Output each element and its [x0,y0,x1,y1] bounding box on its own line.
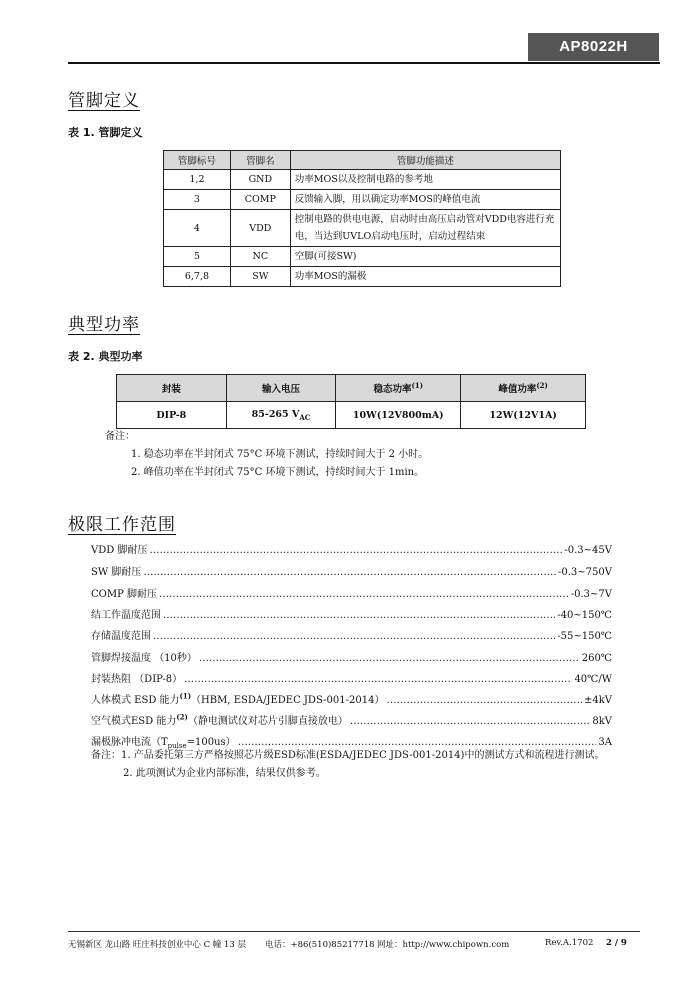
col-header-pin-name: 管脚名 [230,151,290,170]
table-row [164,190,561,210]
limit-item-junction-temp: 结工作温度范围 …………………………………………………………………………………………………………………………………………………………………………………………… -40~150℃ [91,606,612,622]
footer-page-number: 2 / 9 [606,938,627,948]
power-notes [105,428,428,482]
pin-name: VDD [230,210,290,247]
table-row [117,402,586,429]
section-title-pin-def: 管脚定义 [68,91,140,111]
pin-desc: 反馈输入脚，用以确定功率MOS的峰值电流 [290,190,560,210]
power-note-2: 2. 峰值功率在半封闭式 75°C 环境下测试，持续时间大于 1min。 [131,467,425,478]
input-voltage-value: 85-265 $V_{AC}$ [226,402,336,429]
limits-note-1-line [91,747,604,765]
typical-power-table [116,374,586,429]
package-value: DIP-8 [117,402,227,429]
limit-item-vdd: VDD 脚耐压 …………………………………………………………………………………………………………………………………………………………………………………………… -0.3~45V [91,541,612,557]
pin-name: COMP [230,190,290,210]
col-header-peak-power: 峰值功率$^{(2)}$ [461,375,586,402]
limits-note-title: 备注： [91,750,121,761]
steady-power-value: 10W(12V800mA) [336,402,461,429]
pin-num: 5 [164,247,231,267]
pin-num: 6,7,8 [164,267,231,287]
footer-revision: Rev.A.1702 [545,938,594,948]
limit-item-air-esd: 空气模式ESD 能力$^{(2)}$（静电测试仪对芯片引脚直接放电） …………………………………………………………………………………………………………………………………………………………………………………………… 8kV [91,712,612,728]
limit-item-comp: COMP 脚耐压 …………………………………………………………………………………………………………………………………………………………………………………………… -0.3~7V [91,585,612,601]
limits-notes [91,747,604,783]
power-note-1: 1. 稳态功率在半封闭式 75°C 环境下测试，持续时间大于 2 小时。 [131,449,429,460]
power-note-title: 备注： [105,431,135,442]
col-header-input-voltage: 输入电压 [226,375,336,402]
pin-name: NC [230,247,290,267]
part-number-badge: AP8022H [528,33,659,61]
section-title-power: 典型功率 [68,315,140,335]
table2-caption: 表 2. 典型功率 [68,350,143,363]
footer-address: 无锡新区 龙山路 旺庄科技创业中心 C 幢 13 层 [68,940,247,950]
table1-caption: 表 1. 管脚定义 [68,126,143,139]
pin-desc: 功率MOS以及控制电路的参考地 [290,170,560,190]
pin-desc: 控制电路的供电电源，启动时由高压启动管对VDD电容进行充电，当达到UVLO启动电压时，启动过程结束 [290,210,560,247]
pin-num: 3 [164,190,231,210]
col-header-package: 封装 [117,375,227,402]
footer-phone: 电话：+86(510)85217718 [265,940,375,950]
limits-note-1: 1. 产品委托第三方严格按照芯片级ESD标准(ESDA/JEDEC JDS-001-2014)中的测试方式和流程进行测试。 [121,750,605,761]
table-row [164,247,561,267]
limit-item-sw: SW 脚耐压 …………………………………………………………………………………………………………………………………………………………………………………………… -0.3~750V [91,563,612,579]
footer-rule [68,931,640,932]
pin-name: SW [230,267,290,287]
pin-num: 4 [164,210,231,247]
pin-desc: 空脚(可接SW) [290,247,560,267]
pin-desc: 功率MOS的漏极 [290,267,560,287]
limit-item-solder-temp: 管脚焊接温度 （10秒） …………………………………………………………………………………………………………………………………………………………………………………………… 260℃ [91,649,612,665]
header-rule [68,62,660,64]
limit-item-storage-temp: 存储温度范围 …………………………………………………………………………………………………………………………………………………………………………………………… -55~150℃ [91,627,612,643]
table-row [164,210,561,247]
pin-definition-table [163,150,561,287]
peak-power-value: 12W(12V1A) [461,402,586,429]
col-header-pin-desc: 管脚功能描述 [290,151,560,170]
limit-item-drain-pulse-current: 漏极脉冲电流$(T_{pulse}=100us)$ …………………………………………………………………………………………………………………………………………………………………………………………… 3A [91,733,612,749]
footer-website[interactable]: 网址：http://www.chipown.com [377,940,510,950]
table-row [164,267,561,287]
col-header-pin-num: 管脚标号 [164,151,231,170]
col-header-steady-power: 稳态功率$^{(1)}$ [336,375,461,402]
table-header-row [164,151,561,170]
table-header-row [117,375,586,402]
limit-item-hbm-esd: 人体模式 ESD 能力$^{(1)}$（HBM, ESDA/JEDEC JDS-001-2014） …………………………………………………………………………………………………………………………………………………………………………………………… ±4kV [91,691,612,707]
pin-name: GND [230,170,290,190]
limit-item-thermal-resistance: 封装热阻 （DIP-8） …………………………………………………………………………………………………………………………………………………………………………………………… 40℃/W [91,670,612,686]
limits-note-2: 2. 此项测试为企业内部标准，结果仅供参考。 [123,768,326,779]
section-title-limits: 极限工作范围 [68,515,176,535]
table-row [164,170,561,190]
pin-num: 1,2 [164,170,231,190]
